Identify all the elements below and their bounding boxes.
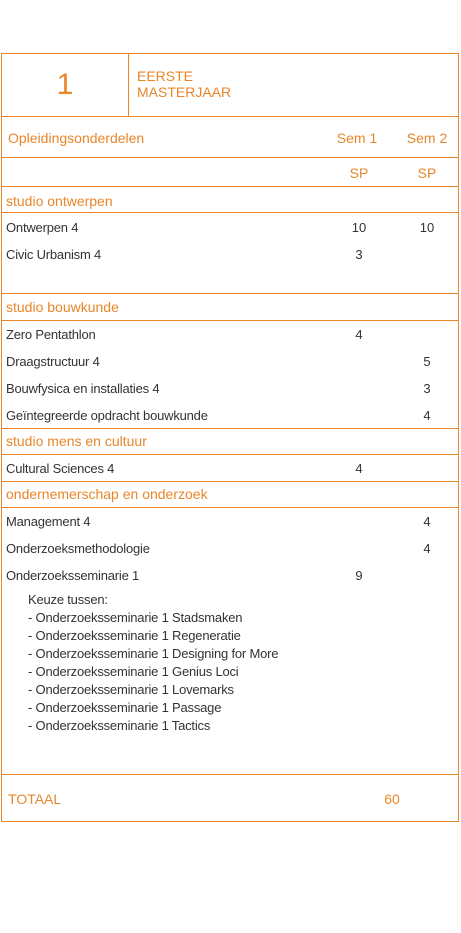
choice-option: - Onderzoeksseminarie 1 Regeneratie [28, 628, 241, 643]
course-label: Zero Pentathlon [6, 327, 96, 342]
choice-heading: Keuze tussen: [28, 592, 108, 607]
choice-option: - Onderzoeksseminarie 1 Genius Loci [28, 664, 239, 679]
column-header-sem2: Sem 2 [406, 130, 448, 146]
divider [2, 481, 458, 482]
unit-sem1: SP [349, 165, 369, 181]
year-title-line2: MASTERJAAR [137, 84, 232, 100]
course-sem1-credits: 4 [355, 327, 363, 342]
course-label: Civic Urbanism 4 [6, 247, 102, 262]
divider [2, 428, 458, 429]
divider [2, 454, 458, 455]
divider [2, 774, 458, 775]
course-label: Cultural Sciences 4 [6, 461, 115, 476]
course-label: Ontwerpen 4 [6, 220, 79, 235]
choice-note [28, 591, 278, 735]
section-title-studio-mens-en-cultuur: studio mens en cultuur [6, 433, 147, 449]
course-label: Geïntegreerde opdracht bouwkunde [6, 408, 208, 423]
total-label: TOTAAL [8, 791, 62, 807]
course-label: Management 4 [6, 514, 91, 529]
course-sem1-credits: 4 [355, 461, 363, 476]
course-label: Onderzoeksmethodologie [6, 541, 150, 556]
course-sem2-credits: 4 [423, 541, 431, 556]
choice-option: - Onderzoeksseminarie 1 Passage [28, 700, 222, 715]
course-sem1-credits: 9 [355, 568, 363, 583]
course-sem1-credits: 3 [355, 247, 363, 262]
curriculum-table [1, 53, 459, 822]
course-sem2-credits: 3 [423, 381, 431, 396]
divider [2, 157, 458, 158]
course-label: Onderzoeksseminarie 1 [6, 568, 140, 583]
choice-option: - Onderzoeksseminarie 1 Tactics [28, 718, 211, 733]
course-sem2-credits: 10 [419, 220, 435, 235]
year-number: 1 [56, 68, 74, 101]
choice-option: - Onderzoeksseminarie 1 Stadsmaken [28, 610, 243, 625]
choice-option: - Onderzoeksseminarie 1 Designing for More [28, 646, 279, 661]
section-title-studio-bouwkunde: studio bouwkunde [6, 299, 119, 315]
course-label: Draagstructuur 4 [6, 354, 100, 369]
course-sem2-credits: 4 [423, 514, 431, 529]
column-header-component: Opleidingsonderdelen [8, 130, 145, 146]
course-sem1-credits: 10 [351, 220, 367, 235]
divider [2, 320, 458, 321]
divider [2, 116, 458, 117]
choice-option: - Onderzoeksseminarie 1 Lovemarks [28, 682, 234, 697]
course-sem2-credits: 4 [423, 408, 431, 423]
year-title [137, 68, 231, 100]
unit-sem2: SP [417, 165, 437, 181]
course-sem2-credits: 5 [423, 354, 431, 369]
divider [2, 507, 458, 508]
course-label: Bouwfysica en installaties 4 [6, 381, 160, 396]
divider [2, 293, 458, 294]
column-header-sem1: Sem 1 [336, 130, 378, 146]
divider [2, 186, 458, 187]
total-value: 60 [384, 791, 400, 807]
section-title-ondernemerschap-en-onderzoek: ondernemerschap en onderzoek [6, 486, 208, 502]
divider [2, 212, 458, 213]
section-title-studio-ontwerpen: studio ontwerpen [6, 193, 113, 209]
header-divider [128, 54, 129, 116]
year-title-line1: EERSTE [137, 68, 194, 84]
